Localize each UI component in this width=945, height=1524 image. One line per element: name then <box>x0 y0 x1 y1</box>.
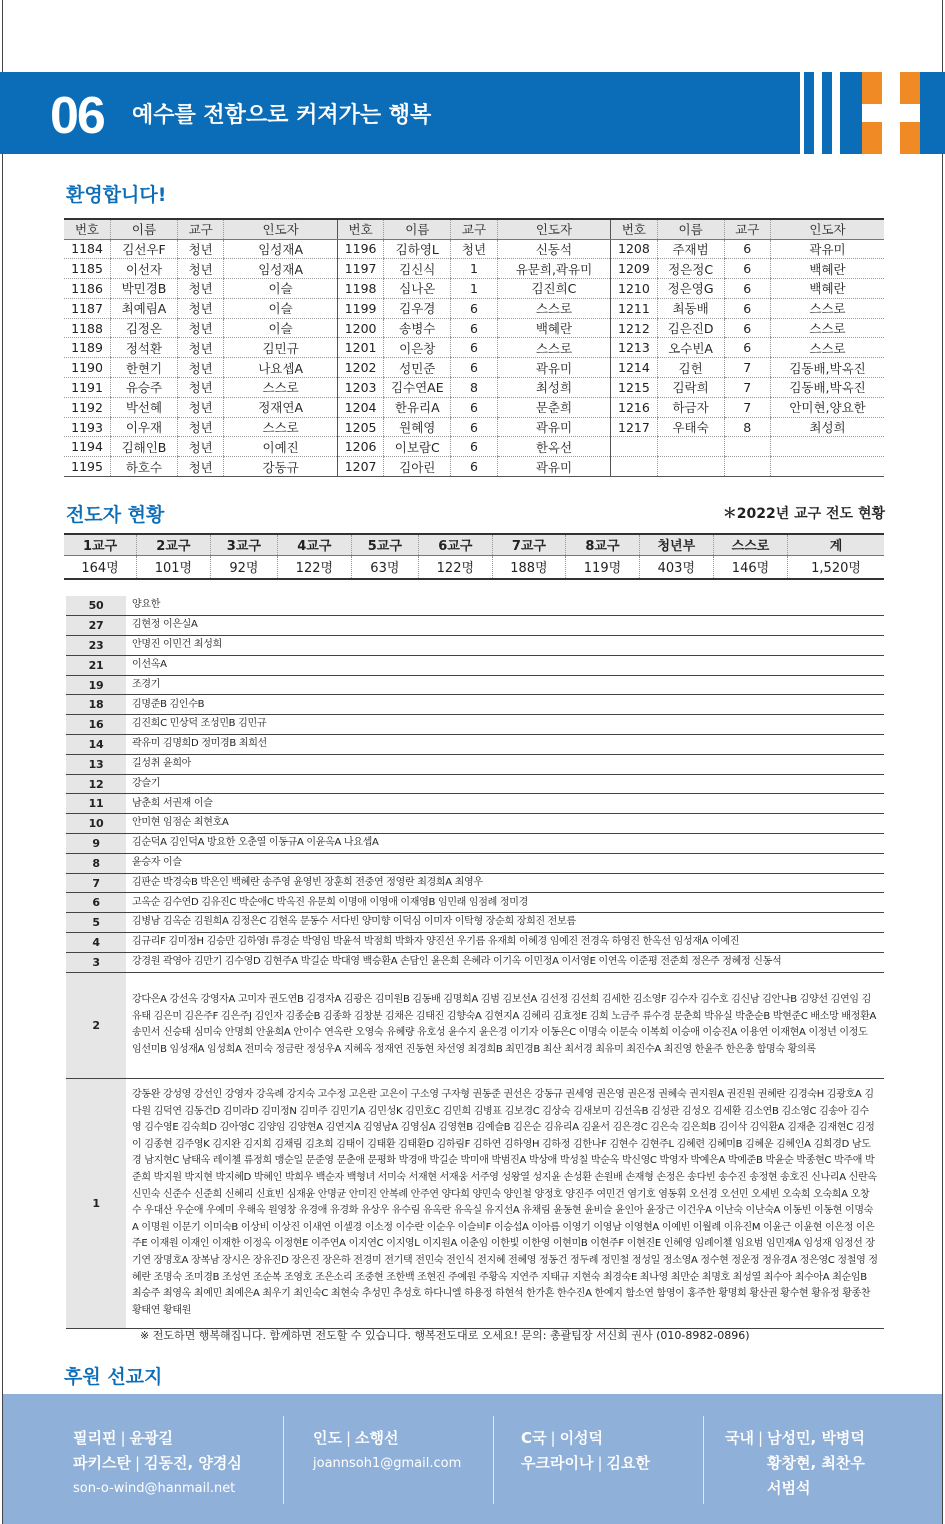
welcome-table <box>64 218 884 477</box>
stats-title: 전도자 현황 <box>66 504 165 526</box>
welcome-column-header: 인도자 <box>497 219 610 239</box>
ranking-names: 안명진 이민건 최성희 <box>126 636 884 656</box>
table-cell: 이은창 <box>384 338 451 358</box>
country: 국내 <box>725 1429 754 1447</box>
ranking-count: 16 <box>66 715 126 735</box>
welcome-column-header: 인도자 <box>224 219 337 239</box>
ranking-row <box>66 952 884 972</box>
table-cell <box>611 437 658 457</box>
separator: | <box>345 1429 352 1447</box>
table-cell: 정은영G <box>657 279 724 299</box>
table-cell: 김수연AE <box>384 378 451 398</box>
table-cell: 청년 <box>177 417 224 437</box>
ranking-row <box>66 873 884 893</box>
table-cell: 청년 <box>177 298 224 318</box>
stats-header: 8교구 <box>566 534 640 555</box>
ranking-names: 김순덕A 김인덕A 방요한 오춘열 이동규A 이윤옥A 나요셉A <box>126 834 884 854</box>
table-cell: 김우경 <box>384 298 451 318</box>
table-cell: 청년 <box>177 279 224 299</box>
table-cell: 1216 <box>611 397 658 417</box>
ranking-names: 강동완 강성영 강선인 강영자 강옥례 강지숙 고수정 고은란 고은이 구소영 구자형 권동준 권선은 강동규 권세영 권은영 권은정 권혜숙 권지원A 권진원 권혜란 김경숙H 김광호A 김다원 김덕연 김동건D 김미라D 김미정N 김미주 김민기A 김민성K 김민호C 김민희 김병표 김보경C 김상숙 김새보미 김선옥B 김성관 김성오 김세환 김소연B 김소영C 김송아 김수영 김수영E 김숙희D 김아영C 김양임 김양현A 김연지A 김영남A 김영심A 김영현B 김예슬B 김은순 김유리A 김윤서 김은경C 김은숙 김은희B 김이삭 김익환A 김재춘 김재현C 김정이 김종현 김주영K 김지완 김지희 김채림 김초희 김태이 김태환 김태환D 김하림F 김하연 김하영H 김하정 김한나F 김현수 김현주L 김혜련 김혜미B 김혜운 김혜인A 김희경D 남도경 남지현C 남태옥 레이첼 류정희 맹순일 문준영 문춘애 문평화 박경애 박길순 박미애 박범진A 박상애 박성칠 박순옥 박신영C 박영자 박예은A 박예준B 박윤순 박종현C 박주애 박준희 박지원 박지현 박지혜D 박혜인 박희우 백순자 백형녀 서미숙 서재현 서재웅 서주영 성왕열 성지윤 손성환 손원배 손재형 손정은 송다빈 송수진 송정현 송호진 신나리A 신란옥 신민숙 신준수 신준희 신혜리 신효빈 심재윤 안명균 안미진 안복례 안주연 양다희 양민숙 양인철 양정호 양진주 여민건 염기호 염동휘 오선경 오선민 오세빈 오숙희 오숙희A 오창수 우대산 우순애 우예미 우해옥 원영창 유경애 유경화 유상우 유수림 유옥란 유옥실 유지선A 유채림 윤동현 윤비슬 윤인아 윤장근 이건우A 이난숙 이난숙A 이동빈 이동현 이명숙A 이명원 이문기 이미숙B 이상비 이상진 이새연 이셀경 이소정 이수란 이순우 이슬비F 이승섭A 이아름 이영기 이영남 이영현A 이예빈 이월례 이유진M 이윤근 이윤현 이은정 이은주E 이재원 이재인 이재한 이정옥 이정현E 이주연A 이지연C 이지영L 이지원A 이춘임 이한빛 이한영 이현미B 이현주F 이현진E 인혜영 임례이첼 임요범 임민재A 임성재 임정선 장기연 장명호A 장복남 장시은 장유진D 장은진 장은하 전경미 전기택 전민숙 전인식 전지혜 전혜영 정동건 정두례 정민철 정성일 정소영A 정수현 정운정 정유경A 정은영C 정철영 정혜란 조명숙 조미경B 조성연 조순복 조영호 조은소리 조중현 조한백 조현진 주예원 주황옥 지연주 지태규 지현숙 최경숙E 최나영 최만순 최명호 최성열 최수아 최수아A 최순임B 최승주 최영옥 최예민 최예은A 최우기 최인숙C 최현숙 추성민 추성호 하다니엘 하용정 하현석 한가흔 한수진A 한예지 함소연 함영이 홍주한 황명희 황산권 황수현 황유정 황종찬 황태연 황태원 <box>126 1078 884 1328</box>
welcome-title: 환영합니다! <box>66 184 167 206</box>
table-cell: 스스로 <box>771 298 884 318</box>
ranking-count: 27 <box>66 616 126 636</box>
table-cell <box>724 437 771 457</box>
table-cell: 1193 <box>64 417 111 437</box>
table-cell: 송병수 <box>384 318 451 338</box>
separator: | <box>134 1454 141 1472</box>
ranking-names: 김병남 김옥순 김원희A 김정은C 김현옥 문동수 서다빈 양미향 이덕심 이미자 이탁형 장순희 장희진 전보름 <box>126 913 884 933</box>
table-cell: 1187 <box>64 298 111 318</box>
table-cell: 곽유미 <box>497 457 610 477</box>
table-cell: 1186 <box>64 279 111 299</box>
table-cell: 스스로 <box>771 338 884 358</box>
table-cell: 박선혜 <box>111 397 178 417</box>
table-cell: 6 <box>724 259 771 279</box>
ranking-row <box>66 695 884 715</box>
ranking-row <box>66 715 884 735</box>
table-cell: 한유리A <box>384 397 451 417</box>
stats-header: 5교구 <box>351 534 418 555</box>
table-cell: 스스로 <box>771 318 884 338</box>
table-cell: 1214 <box>611 358 658 378</box>
table-cell: 6 <box>451 358 498 378</box>
table-cell: 6 <box>451 298 498 318</box>
ranking-names: 양요한 <box>126 596 884 616</box>
table-cell: 최성희 <box>497 378 610 398</box>
separator: | <box>550 1429 556 1447</box>
ranking-row <box>66 735 884 755</box>
ranking-row <box>66 834 884 854</box>
table-cell <box>657 457 724 477</box>
table-cell: 1215 <box>611 378 658 398</box>
table-cell: 청년 <box>177 318 224 338</box>
table-cell: 6 <box>451 457 498 477</box>
ranking-count: 19 <box>66 675 126 695</box>
missionary: 김요한 <box>606 1454 650 1472</box>
table-cell: 문춘희 <box>497 397 610 417</box>
ranking-names: 김진희C 민상덕 조성민B 김민규 <box>126 715 884 735</box>
table-cell: 백혜란 <box>771 259 884 279</box>
table-cell <box>657 437 724 457</box>
ranking-count: 21 <box>66 655 126 675</box>
table-cell: 1207 <box>337 457 384 477</box>
separator: | <box>757 1429 764 1447</box>
table-cell: 1208 <box>611 239 658 259</box>
table-cell: 이슬 <box>224 279 337 299</box>
ranking-count: 5 <box>66 913 126 933</box>
table-cell: 1212 <box>611 318 658 338</box>
table-cell: 7 <box>724 378 771 398</box>
table-cell: 김락희 <box>657 378 724 398</box>
divider <box>283 1416 284 1504</box>
table-cell: 청년 <box>177 378 224 398</box>
table-cell: 6 <box>451 417 498 437</box>
table-cell: 1195 <box>64 457 111 477</box>
table-cell: 최동배 <box>657 298 724 318</box>
section-number: 06 <box>50 87 104 145</box>
table-row <box>64 378 884 398</box>
table-cell: 오수빈A <box>657 338 724 358</box>
table-cell: 백혜란 <box>771 279 884 299</box>
stats-value: 164명 <box>64 555 137 579</box>
stats-value: 146명 <box>713 555 787 579</box>
table-cell: 1210 <box>611 279 658 299</box>
ranking-names: 조경기 <box>126 675 884 695</box>
table-cell: 원혜영 <box>384 417 451 437</box>
table-cell: 6 <box>451 318 498 338</box>
table-row <box>64 397 884 417</box>
country: 파키스탄 <box>73 1454 131 1472</box>
table-cell: 6 <box>451 437 498 457</box>
stats-value: 122명 <box>278 555 352 579</box>
ranking-count: 6 <box>66 893 126 913</box>
table-row <box>64 259 884 279</box>
table-cell: 청년 <box>177 259 224 279</box>
missionary: 황창현, 최찬우 <box>767 1454 865 1472</box>
stats-header: 스스로 <box>713 534 787 555</box>
divider <box>493 1416 494 1504</box>
ranking-count: 1 <box>66 1078 126 1328</box>
table-cell: 한옥선 <box>497 437 610 457</box>
ranking-count: 12 <box>66 774 126 794</box>
email-link[interactable]: joannsoh1@gmail.com <box>313 1456 462 1471</box>
ranking-row <box>66 972 884 1078</box>
table-cell: 이선자 <box>111 259 178 279</box>
table-cell: 1194 <box>64 437 111 457</box>
footnote: ※ 전도하면 행복해집니다. 함께하면 전도할 수 있습니다. 행복전도대로 오세요! 문의: 총괄팀장 서신희 권사 (010-8982-0896) <box>140 1329 750 1342</box>
table-cell: 곽유미 <box>497 417 610 437</box>
welcome-column-header: 교구 <box>177 219 224 239</box>
stats-header: 1교구 <box>64 534 137 555</box>
ranking-row <box>66 655 884 675</box>
table-cell: 심나온 <box>384 279 451 299</box>
ranking-row <box>66 913 884 933</box>
separator: | <box>120 1429 126 1447</box>
table-cell: 스스로 <box>224 417 337 437</box>
stats-value: 403명 <box>639 555 713 579</box>
table-cell: 이슬 <box>224 298 337 318</box>
ranking-names: 길성취 윤희아 <box>126 754 884 774</box>
table-cell: 김선우F <box>111 239 178 259</box>
table-cell: 김진희C <box>497 279 610 299</box>
welcome-column-header: 이름 <box>657 219 724 239</box>
ranking-names: 강슬기 <box>126 774 884 794</box>
table-cell: 6 <box>451 397 498 417</box>
table-cell: 8 <box>724 417 771 437</box>
table-cell: 이우재 <box>111 417 178 437</box>
table-cell: 김헌 <box>657 358 724 378</box>
table-cell: 7 <box>724 397 771 417</box>
ranking-count: 18 <box>66 695 126 715</box>
table-row <box>64 437 884 457</box>
table-row <box>64 358 884 378</box>
table-cell: 1217 <box>611 417 658 437</box>
table-cell: 성민준 <box>384 358 451 378</box>
missionary: 남성민, 박병덕 <box>767 1429 865 1447</box>
support-col-1 <box>73 1426 242 1501</box>
divider <box>703 1416 704 1504</box>
table-cell: 6 <box>724 298 771 318</box>
table-cell: 1211 <box>611 298 658 318</box>
welcome-column-header: 번호 <box>337 219 384 239</box>
table-cell: 6 <box>451 338 498 358</box>
table-cell: 7 <box>724 358 771 378</box>
ranking-row <box>66 893 884 913</box>
email-link[interactable]: son-o-wind@hanmail.net <box>73 1481 236 1496</box>
stats-note: ＊2022년 교구 전도 현황 <box>722 506 885 522</box>
ranking-count: 8 <box>66 853 126 873</box>
table-cell: 1 <box>451 259 498 279</box>
table-cell: 청년 <box>177 239 224 259</box>
stats-header: 7교구 <box>492 534 566 555</box>
ranking-count: 13 <box>66 754 126 774</box>
ranking-count: 4 <box>66 933 126 953</box>
table-cell: 유문희,곽유미 <box>497 259 610 279</box>
stats-value: 119명 <box>566 555 640 579</box>
welcome-column-header: 인도자 <box>771 219 884 239</box>
ranking-names: 안미현 임점순 최현호A <box>126 814 884 834</box>
table-cell: 곽유미 <box>497 358 610 378</box>
table-cell: 1201 <box>337 338 384 358</box>
table-cell: 신동석 <box>497 239 610 259</box>
table-cell: 1213 <box>611 338 658 358</box>
support-col-2 <box>313 1426 461 1476</box>
table-cell: 1191 <box>64 378 111 398</box>
table-row <box>64 239 884 259</box>
ranking-names: 남춘희 서권재 이슬 <box>126 794 884 814</box>
table-cell <box>771 457 884 477</box>
table-cell <box>771 437 884 457</box>
separator: | <box>597 1454 603 1472</box>
table-cell: 1197 <box>337 259 384 279</box>
ranking-names: 김규리F 김미정H 김승만 김하영I 류경순 박영임 박윤석 박점희 박화자 양진선 우기름 유재희 이혜경 임예진 전경옥 하영진 한옥선 임성재A 이예진 <box>126 933 884 953</box>
table-cell: 주재범 <box>657 239 724 259</box>
table-cell: 이보람C <box>384 437 451 457</box>
ranking-row <box>66 636 884 656</box>
welcome-column-header: 번호 <box>611 219 658 239</box>
table-cell: 1204 <box>337 397 384 417</box>
stats-header: 2교구 <box>137 534 211 555</box>
stats-value: 188명 <box>492 555 566 579</box>
table-cell: 1206 <box>337 437 384 457</box>
table-cell: 정은정C <box>657 259 724 279</box>
table-cell: 1188 <box>64 318 111 338</box>
stats-header: 3교구 <box>210 534 277 555</box>
welcome-column-header: 이름 <box>384 219 451 239</box>
support-title: 후원 선교지 <box>64 1366 163 1388</box>
ranking-count: 11 <box>66 794 126 814</box>
table-cell: 김해인B <box>111 437 178 457</box>
table-row <box>64 298 884 318</box>
table-cell: 김신식 <box>384 259 451 279</box>
support-col-4 <box>725 1426 865 1501</box>
table-cell: 청년 <box>177 457 224 477</box>
missionary: 윤광길 <box>129 1429 174 1447</box>
table-cell: 스스로 <box>224 378 337 398</box>
ranking-count: 2 <box>66 972 126 1078</box>
country: 필리핀 <box>73 1429 117 1447</box>
country: 인도 <box>313 1429 342 1447</box>
table-row <box>64 457 884 477</box>
table-cell: 1199 <box>337 298 384 318</box>
section-banner <box>0 72 945 154</box>
ranking-row <box>66 754 884 774</box>
table-cell: 한현기 <box>111 358 178 378</box>
table-cell: 1202 <box>337 358 384 378</box>
table-cell: 1192 <box>64 397 111 417</box>
table-cell: 1 <box>451 279 498 299</box>
stats-value: 92명 <box>210 555 277 579</box>
table-row <box>64 318 884 338</box>
table-cell: 이예진 <box>224 437 337 457</box>
table-cell: 청년 <box>451 239 498 259</box>
table-cell: 1200 <box>337 318 384 338</box>
table-cell: 스스로 <box>497 338 610 358</box>
table-cell: 정석환 <box>111 338 178 358</box>
table-cell: 1209 <box>611 259 658 279</box>
welcome-column-header: 교구 <box>451 219 498 239</box>
section-title: 예수를 전함으로 커져가는 행복 <box>132 103 432 128</box>
table-cell: 최예림A <box>111 298 178 318</box>
table-cell: 곽유미 <box>771 239 884 259</box>
table-cell: 1189 <box>64 338 111 358</box>
stats-value: 1,520명 <box>788 555 884 579</box>
table-cell: 김은진D <box>657 318 724 338</box>
table-cell: 하금자 <box>657 397 724 417</box>
support-panel <box>3 1394 942 1524</box>
table-cell: 청년 <box>177 338 224 358</box>
ranking-count: 10 <box>66 814 126 834</box>
ranking-count: 7 <box>66 873 126 893</box>
ranking-row <box>66 675 884 695</box>
ranking-count: 9 <box>66 834 126 854</box>
ranking-row <box>66 596 884 616</box>
table-cell: 유승주 <box>111 378 178 398</box>
ranking-names: 김명준B 김인수B <box>126 695 884 715</box>
table-cell: 김동배,박옥진 <box>771 358 884 378</box>
ranking-names: 강경원 곽영아 김만기 김수영D 김현주A 박길순 박대영 백승환A 손담인 윤은희 은혜라 이기옥 이민정A 이서영E 이연옥 이준평 전준희 정은주 정혜정 신동석 <box>126 952 884 972</box>
table-row <box>64 338 884 358</box>
table-cell: 청년 <box>177 358 224 378</box>
ranking-names: 고옥순 김수연D 김유진C 박순애C 박옥진 유문희 이명애 이영애 이재영B 임민래 임점례 정미경 <box>126 893 884 913</box>
church-logo <box>800 72 945 154</box>
table-cell: 김동배,박옥진 <box>771 378 884 398</box>
table-cell: 백혜란 <box>497 318 610 338</box>
table-cell <box>724 457 771 477</box>
table-cell: 최성희 <box>771 417 884 437</box>
table-cell: 정재연A <box>224 397 337 417</box>
ranking-table <box>66 596 884 1329</box>
stats-header: 4교구 <box>278 534 352 555</box>
ranking-row <box>66 853 884 873</box>
welcome-column-header: 번호 <box>64 219 111 239</box>
table-cell: 임성재A <box>224 259 337 279</box>
table-cell: 우태숙 <box>657 417 724 437</box>
ranking-row <box>66 774 884 794</box>
table-cell: 나요셉A <box>224 358 337 378</box>
ranking-row <box>66 1078 884 1328</box>
ranking-names: 강다은A 강선옥 강영자A 고미자 권도연B 김경자A 김광은 김미원B 김동배 김명희A 김범 김보선A 김선정 김선희 김세한 김소영F 김수자 김수호 김신남 김안나B 김양선 김연임 김유태 김은미 김은주F 김은주J 김인자 김종순B 김종화 김창분 김채은 김태진 김향숙A 김현지A 김혜리 김효정E 김희 노금주 류수경 문춘희 박유실 박춘순B 박현준C 배소망 배정환A 송민서 신승태 심미숙 안명희 안윤희A 안이수 연옥란 오영숙 유혜량 유호성 윤수지 윤은경 이기자 이동은C 이명숙 이문숙 이복희 이승애 이승진A 이용연 이재현A 이정년 이정도 임선미B 임성재A 임성희A 전미숙 정금란 정성우A 지혜옥 정재연 진동현 차선영 최경희B 최민경B 최산 최서경 최유미 최진수A 최진영 한윤주 한은총 함명숙 황의록 <box>126 972 884 1078</box>
stats-value: 63명 <box>351 555 418 579</box>
missionary: 소행선 <box>355 1429 399 1447</box>
table-cell: 김민규 <box>224 338 337 358</box>
ranking-row <box>66 616 884 636</box>
table-row <box>64 279 884 299</box>
ranking-names: 김판순 박경숙B 박은인 백혜란 송주영 윤영빈 장훈희 전중연 정영란 최경희A 최영우 <box>126 873 884 893</box>
table-cell: 강동규 <box>224 457 337 477</box>
support-col-3 <box>521 1426 650 1476</box>
table-cell: 6 <box>724 279 771 299</box>
table-cell: 스스로 <box>497 298 610 318</box>
ranking-count: 14 <box>66 735 126 755</box>
country: 우크라이나 <box>521 1454 594 1472</box>
table-cell: 6 <box>724 338 771 358</box>
missionary: 김동진, 양경심 <box>144 1454 242 1472</box>
table-cell: 1198 <box>337 279 384 299</box>
ranking-row <box>66 794 884 814</box>
table-cell: 하호수 <box>111 457 178 477</box>
table-cell <box>611 457 658 477</box>
missionary: 서범석 <box>767 1479 811 1497</box>
stats-value: 122명 <box>419 555 493 579</box>
table-cell: 1184 <box>64 239 111 259</box>
table-cell: 1196 <box>337 239 384 259</box>
table-cell: 1203 <box>337 378 384 398</box>
missionary: 이성덕 <box>559 1429 604 1447</box>
stats-table <box>64 533 884 580</box>
table-cell: 안미현,양요한 <box>771 397 884 417</box>
stats-header: 6교구 <box>419 534 493 555</box>
ranking-names: 김현정 이은실A <box>126 616 884 636</box>
stats-value: 101명 <box>137 555 211 579</box>
table-cell: 1190 <box>64 358 111 378</box>
ranking-row <box>66 933 884 953</box>
table-cell: 6 <box>724 239 771 259</box>
stats-header: 계 <box>788 534 884 555</box>
table-cell: 8 <box>451 378 498 398</box>
table-cell: 청년 <box>177 397 224 417</box>
table-cell: 임성재A <box>224 239 337 259</box>
welcome-column-header: 이름 <box>111 219 178 239</box>
table-cell: 김하영L <box>384 239 451 259</box>
table-cell: 김아린 <box>384 457 451 477</box>
stats-header: 청년부 <box>639 534 713 555</box>
table-cell: 박민경B <box>111 279 178 299</box>
welcome-column-header: 교구 <box>724 219 771 239</box>
table-cell: 1205 <box>337 417 384 437</box>
table-cell: 청년 <box>177 437 224 457</box>
ranking-names: 윤승자 이슬 <box>126 853 884 873</box>
table-cell: 1185 <box>64 259 111 279</box>
table-cell: 6 <box>724 318 771 338</box>
table-cell: 이슬 <box>224 318 337 338</box>
country: C국 <box>521 1429 547 1447</box>
ranking-count: 50 <box>66 596 126 616</box>
ranking-names: 이선옥A <box>126 655 884 675</box>
ranking-count: 3 <box>66 952 126 972</box>
ranking-count: 23 <box>66 636 126 656</box>
table-cell: 김정온 <box>111 318 178 338</box>
table-row <box>64 417 884 437</box>
ranking-names: 곽유미 김명희D 정미경B 최희선 <box>126 735 884 755</box>
ranking-row <box>66 814 884 834</box>
